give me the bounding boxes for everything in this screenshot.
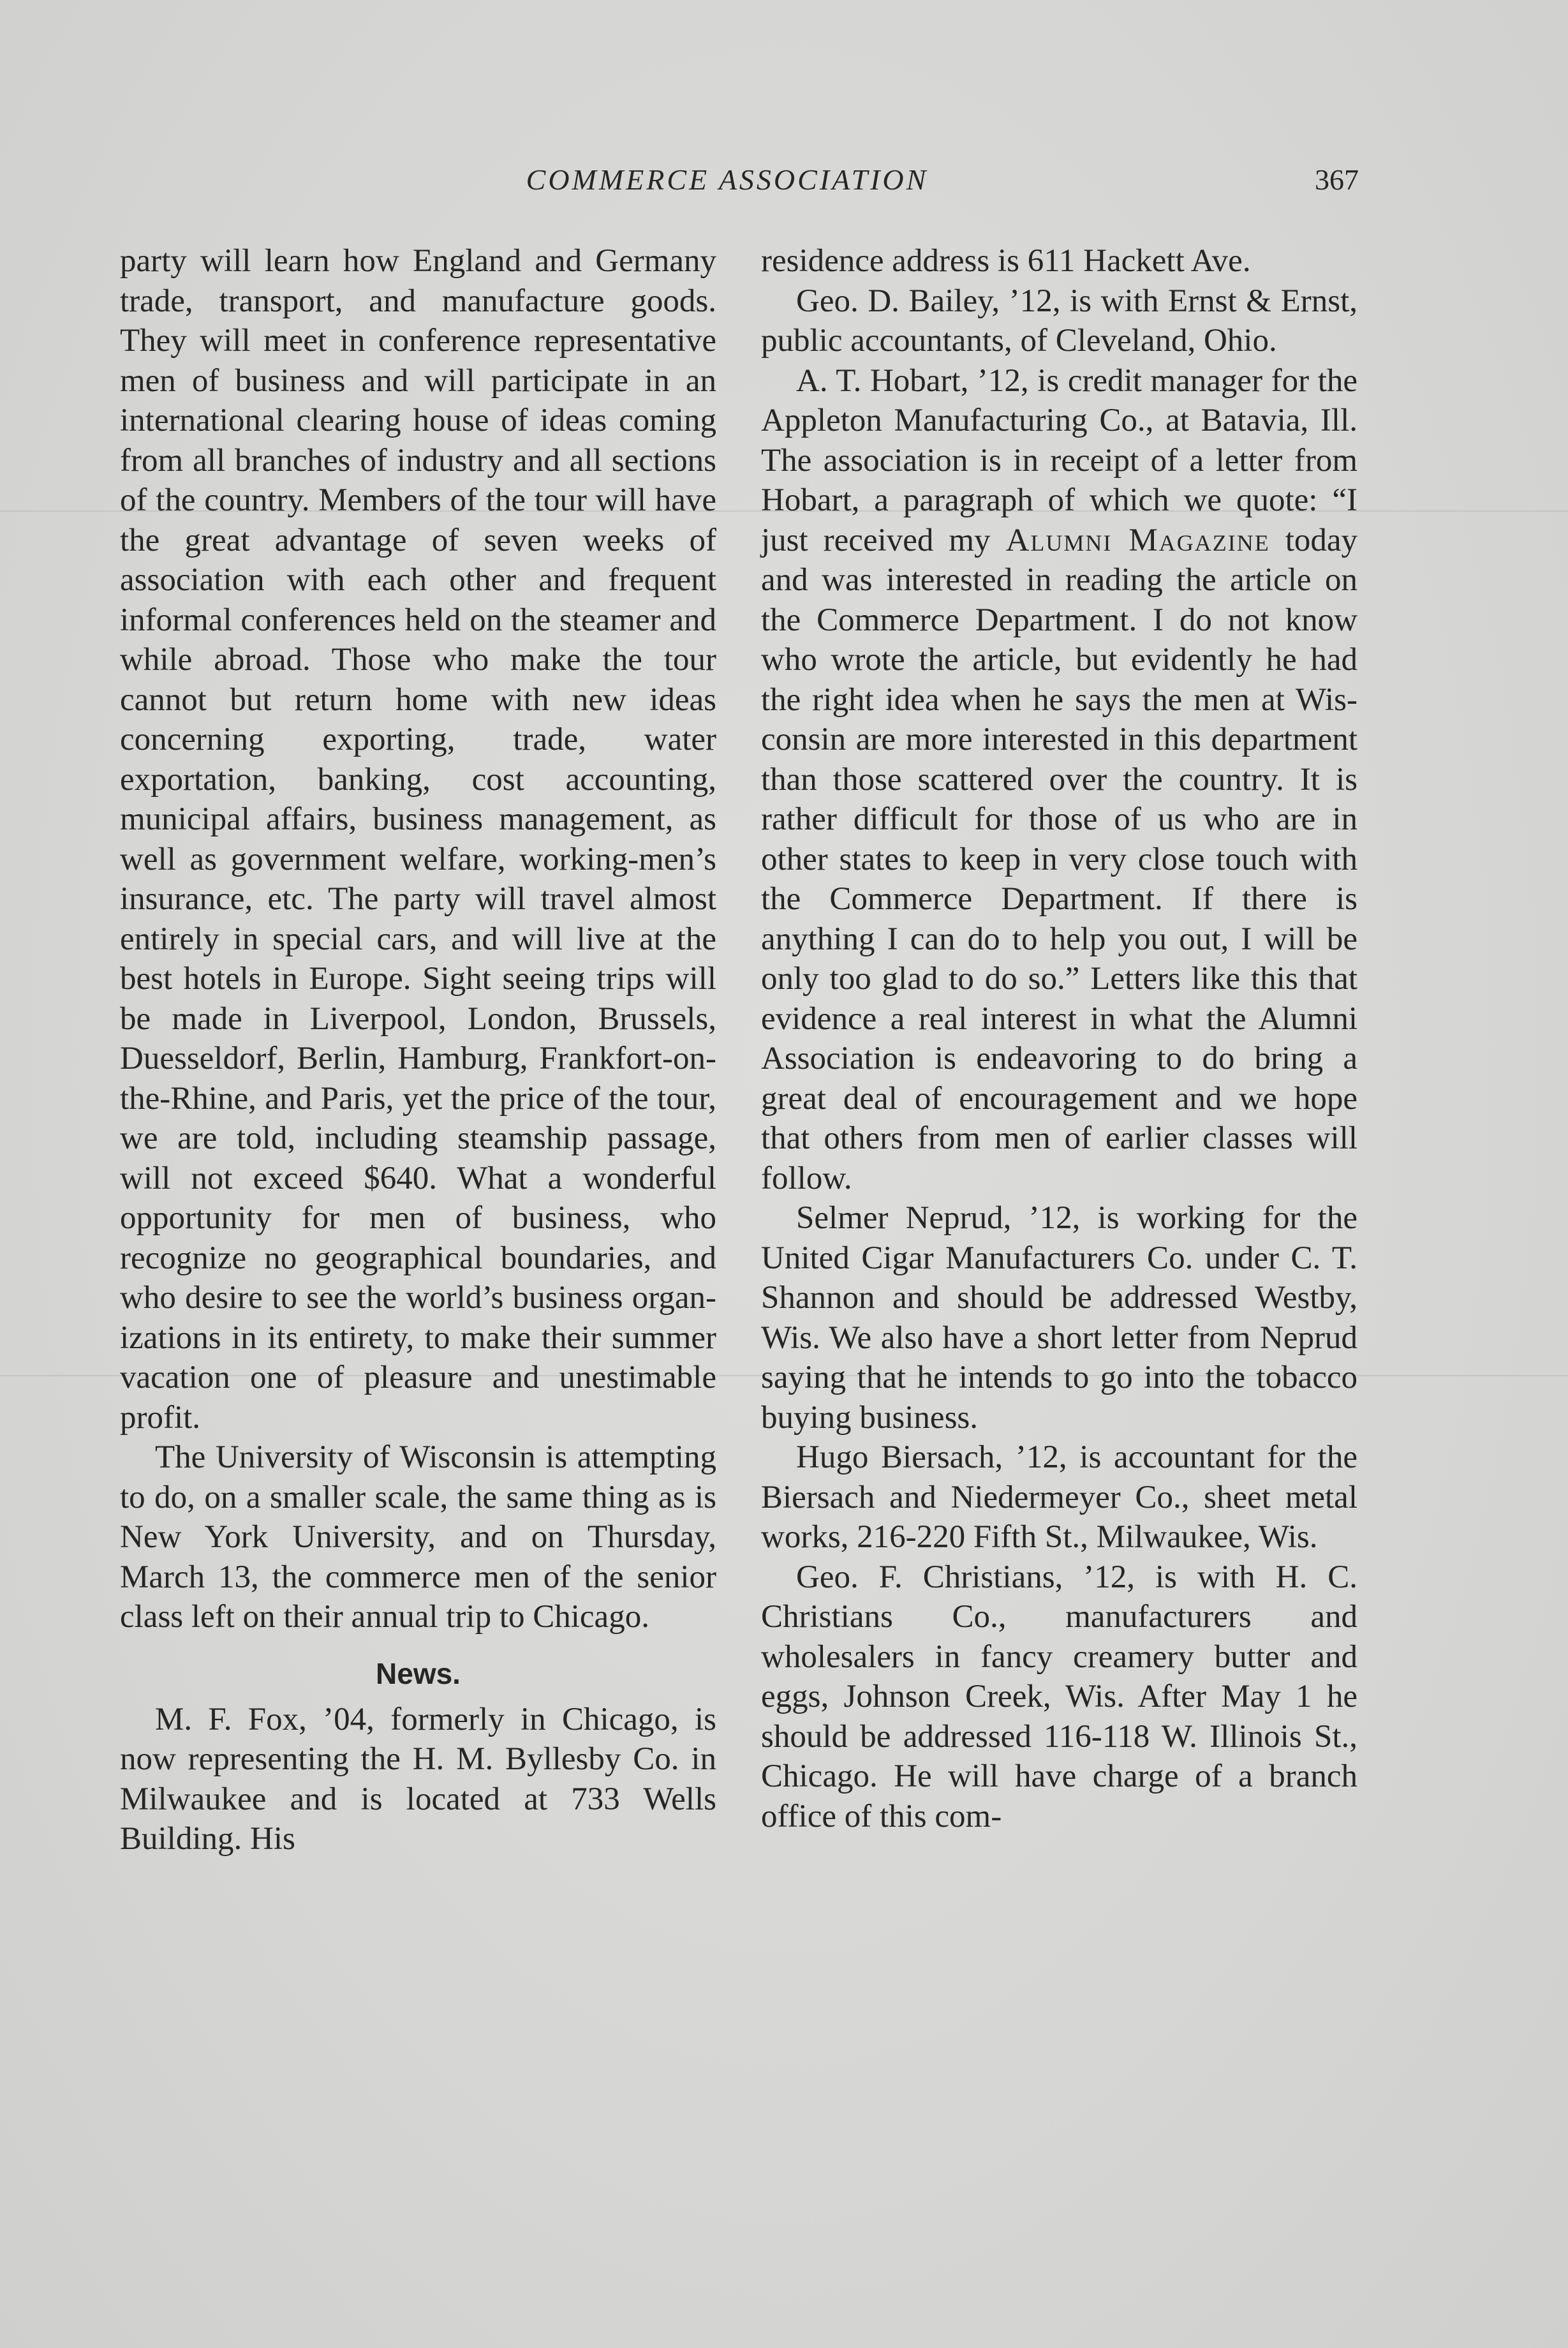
biersach-news-paragraph: Hugo Biersach, ’12, is accountant for the Biersach and Niedermeyer Co., sheet metal works, 216-220 Fifth St., Milwaukee, Wis. <box>761 1439 1357 1555</box>
page-number: 367 <box>1315 163 1359 196</box>
christians-news-paragraph: Geo. F. Christians, ’12, is with H. C. Christians Co., manufacturers and wholesalers in fancy creamery butter and eggs, Johnson Creek, Wis. After May 1 he should be addressed 116-118 W. Illinois St., Chicago. He will have charge of a branch office of this com- <box>761 1559 1357 1834</box>
alumni-magazine-title: Alumni Magazine <box>1005 522 1270 558</box>
page-header <box>0 163 1568 207</box>
fox-news-paragraph: M. F. Fox, ’04, formerly in Chicago, is now representing the H. M. Byllesby Co. in Milwaukee and is located at 733 Wells Building. His <box>120 1701 716 1857</box>
tour-paragraph-continued: party will learn how England and Germany trade, transport, and manufacture goods. They will meet in conference representative men of business and will participate in an international clearing house of ideas coming from all branches of industry and all sections of the country. Members of the tour will have the great advantage of seven weeks of association with each other and frequent informal conferences held on the steamer and while abroad. Those who make the tour cannot but return home with new ideas concerning exporting, trade, water exportation, banking, cost accounting, municipal affairs, business management, as well as government welfare, working-men’s insurance, etc. The party will travel almost entirely in special cars, and will live at the best hotels in Europe. Sight seeing trips will be made in Liverpool, London, Brussels, Duesseldorf, Berlin, Hamburg, Frankfort-on-the-Rhine, and Paris, yet the price of the tour, we are told, including steamship passage, will not exceed $640. What a wonderful opportunity for men of business, who recognize no geographical boundaries, and who desire to see the world’s business organizations in its entirety, to make their summer vacation one of pleasure and unestimable profit. <box>120 243 716 1436</box>
hobart-text-after: today and was interested in reading the article on the Commerce Department. I do not know who wrote the article, but evidently he had the right idea when he says the men at Wisconsin are more interested in this department than those scattered over the country. It is rather difficult for those of us who are in other states to keep in very close touch with the Commerce Department. If there is anything I can do to help you out, I will be only too glad to do so.” Letters like this that evidence a real interest in what the Alumni Association is endeavoring to do bring a great deal of encouragement and we hope that others from men of earlier classes will follow. <box>761 522 1357 1196</box>
news-heading: News. <box>376 1656 461 1690</box>
right-column <box>761 241 1357 1836</box>
bailey-news-paragraph: Geo. D. Bailey, ’12, is with Ernst & Ernst, public accountants, of Cleveland, Ohio. <box>761 283 1357 359</box>
running-title: COMMERCE ASSOCIATION <box>526 163 929 196</box>
neprud-news-paragraph: Selmer Neprud, ’12, is working for the United Cigar Manufacturers Co. under C. T. Shannon and should be addressed Westby, Wis. We also have a short letter from Neprud saying that he intends to go into the tobacco buying business. <box>761 1200 1357 1436</box>
fox-address-continued: residence address is 611 Hackett Ave. <box>761 243 1251 279</box>
hobart-news-paragraph <box>761 361 1357 1199</box>
university-paragraph: The University of Wisconsin is attempting to do, on a smaller scale, the same thing as is New York University, and on Thursday, March 13, the commerce men of the senior class left on their annual trip to Chicago. <box>120 1439 716 1635</box>
left-column <box>120 241 716 1859</box>
hobart-text-before: A. T. Hobart, ’12, is credit manager for the Appleton Manufacturing Co., at Batavia, Ill. The association is in receipt of a letter from Hobart, a paragraph of which we quote: “I just received my <box>761 362 1357 558</box>
